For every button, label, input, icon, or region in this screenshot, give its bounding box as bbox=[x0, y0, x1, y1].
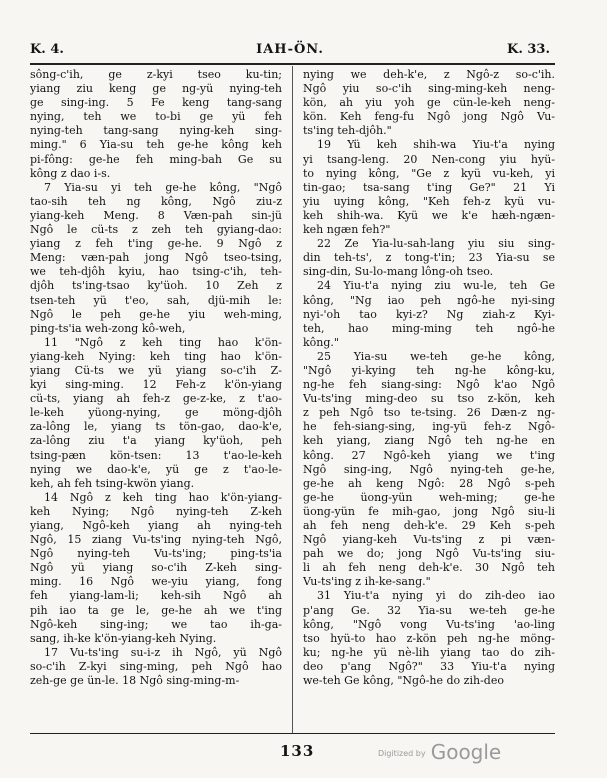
text-line: Vu-ts'ing z ih-ke-sang." bbox=[303, 575, 431, 589]
text-line: Ngô yü yiang so-c'ih Z-keh sing- bbox=[30, 561, 282, 575]
text-line: ge-he ah keng Ngô: 28 Ngô s-peh bbox=[303, 476, 555, 490]
text-line: le-keh yüong-nying, ge möng-djôh bbox=[30, 406, 282, 420]
text-line: Ngô-keh sing-ing; we tao ih-ga- bbox=[30, 617, 282, 631]
text-line: he feh-siang-sing, ing-yü feh-z Ngô- bbox=[303, 420, 555, 434]
text-line: tao-sih teh ng kông, Ngô ziu-z bbox=[30, 194, 282, 208]
text-line: nying, teh we to-bi ge yü feh bbox=[30, 110, 282, 124]
text-line: ge-he üong-yün weh-ming; ge-he bbox=[303, 490, 555, 504]
text-line: 17 Vu-ts'ing su-i-z ih Ngô, yü Ngô bbox=[44, 645, 282, 659]
text-line: din teh-ts', z tong-t'in; 23 Yia-su se bbox=[303, 251, 555, 265]
text-line: ts'ing teh-djôh." bbox=[303, 124, 392, 138]
text-line: ng-he feh siang-sing: Ngô k'ao Ngô bbox=[303, 378, 555, 392]
text-line: z peh Ngô tso te-tsing. 26 Dæn-z ng- bbox=[303, 406, 555, 420]
text-line: keh Nying; Ngô nying-teh Z-keh bbox=[30, 504, 282, 518]
text-line: kông, "Ng iao peh ngô-he nyi-sing bbox=[303, 293, 555, 307]
text-line: Ngô nying-teh Vu-ts'ing; ping-ts'ia bbox=[30, 547, 282, 561]
text-line: üong-yün fe mih-gao, jong Ngô siu-li bbox=[303, 504, 555, 518]
text-line: nying-teh tang-sang nying-keh sing- bbox=[30, 124, 282, 138]
text-line: za-lông ziu t'a yiang ky'üoh, peh bbox=[30, 434, 282, 448]
text-line: 11 "Ngô z keh ting hao k'ön- bbox=[44, 335, 282, 349]
text-line: 31 Yiu-t'a nying yi do zih-deo iao bbox=[317, 589, 555, 603]
page-footer bbox=[0, 738, 607, 768]
text-line: Ngô yiu so-c'ih sing-ming-keh neng- bbox=[303, 82, 555, 96]
text-line: pih iao ta ge le, ge-he ah we t'ing bbox=[30, 603, 282, 617]
digitized-watermark bbox=[378, 740, 501, 764]
text-line: 24 Yiu-t'a nying ziu wu-le, teh Ge bbox=[317, 279, 555, 293]
text-line: Ngô sing-ing, Ngô nying-teh ge-he, bbox=[303, 462, 555, 476]
text-line: "Ngô yi-kying teh ng-he kông-ku, bbox=[303, 363, 555, 377]
text-line: p'ang Ge. 32 Yia-su we-teh ge-he bbox=[303, 603, 555, 617]
text-line: we teh-djôh kyiu, hao tsing-c'ih, teh- bbox=[30, 265, 282, 279]
text-line: cü-ts, yiang ah feh-z ge-z-ke, z t'ao- bbox=[30, 392, 282, 406]
text-line: Ngô yiang-keh Vu-ts'ing z pi væn- bbox=[303, 533, 555, 547]
text-line: Ngô, 15 ziang Vu-ts'ing nying-teh Ngô, bbox=[30, 533, 282, 547]
text-line: nyi-'oh tao kyi-z? Ng ziah-z Kyi- bbox=[303, 307, 555, 321]
text-line: kông z dao i-s. bbox=[30, 166, 111, 180]
google-logo: Google bbox=[430, 740, 502, 764]
text-line: djôh ts'ing-tsao ky'üoh. 10 Zeh z bbox=[30, 279, 282, 293]
text-line: yiang-keh Meng. 8 Væn-pah sin-jü bbox=[30, 208, 282, 222]
text-line: tso hyü-to hao z-kön peh ng-he möng- bbox=[303, 631, 555, 645]
text-line: kön. Keh feng-fu Ngô jong Ngô Vu- bbox=[303, 110, 555, 124]
text-line: keh yiang, ziang Ngô teh ng-he en bbox=[303, 434, 555, 448]
running-header bbox=[30, 38, 550, 62]
text-line: Meng: væn-pah jong Ngô tseo-tsing, bbox=[30, 251, 282, 265]
text-line: ah feh neng deh-k'e. 29 Keh s-peh bbox=[303, 519, 555, 532]
text-line: yi tsang-leng. 20 Nen-cong yiu hyü- bbox=[303, 152, 555, 166]
text-line: yiang, Ngô-keh yiang ah nying-teh bbox=[30, 519, 282, 532]
text-line: yiang Cü-ts we yü yiang so-c'ih Z- bbox=[30, 363, 282, 377]
text-line: yiang z feh t'ing ge-he. 9 Ngô z bbox=[30, 237, 282, 251]
text-line: teh, hao ming-ming teh ngô-he bbox=[303, 321, 555, 335]
text-line: keh ngæn feh?" bbox=[303, 223, 391, 237]
column-divider bbox=[292, 66, 293, 733]
text-line: tin-gao; tsa-sang t'ing Ge?" 21 Yi bbox=[303, 180, 555, 194]
header-rule bbox=[30, 63, 555, 65]
left-text-column bbox=[30, 68, 282, 733]
text-line: ping-ts'ia weh-zong kô-weh, bbox=[30, 321, 186, 335]
text-line: deo p'ang Ngô?" 33 Yiu-t'a nying bbox=[303, 659, 555, 673]
text-line: Ngô le cü-ts z zeh teh gyiang-dao: bbox=[30, 223, 282, 237]
text-line: yiang-keh Nying: keh ting hao k'ön- bbox=[30, 349, 282, 363]
text-line: pi-fông: ge-he feh ming-bah Ge su bbox=[30, 152, 282, 166]
text-line: pah we do; jong Ngô Vu-ts'ing siu- bbox=[303, 547, 555, 561]
text-line: Ngô le peh ge-he yiu weh-ming, bbox=[30, 307, 282, 321]
text-line: 19 Yü keh shih-wa Yiu-t'a nying bbox=[317, 138, 555, 152]
text-line: zeh-ge ge ün-le. 18 Ngô sing-ming-m- bbox=[30, 674, 240, 688]
text-line: nying we dao-k'e, yü ge z t'ao-le- bbox=[30, 462, 282, 476]
text-line: 14 Ngô z keh ting hao k'ön-yiang- bbox=[44, 490, 282, 504]
text-line: keh, ah feh tsing-kwön yiang. bbox=[30, 476, 195, 490]
header-book-title: IAH-ÖN. bbox=[256, 42, 324, 57]
text-line: yiang ziu keng ge ng-yü nying-teh bbox=[30, 82, 282, 96]
text-line: ming." 6 Yia-su teh ge-he kông keh bbox=[30, 138, 282, 152]
text-line: keh shih-wa. Kyü we k'e hæh-ngæn- bbox=[303, 208, 555, 222]
text-line: yiu uying kông, "Keh feh-z kyü vu- bbox=[303, 194, 555, 208]
text-line: sang, ih-ke k'ön-yiang-keh Nying. bbox=[30, 631, 217, 645]
text-line: ge sing-ing. 5 Fe keng tang-sang bbox=[30, 96, 282, 110]
text-line: kyi sing-ming. 12 Feh-z k'ön-yiang bbox=[30, 378, 282, 392]
text-line: ku; ng-he yü nè-lih yiang tao do zih- bbox=[303, 645, 555, 659]
text-line: to nying kông, "Ge z kyü vu-keh, yi bbox=[303, 166, 555, 180]
header-chapter-right: K. 33. bbox=[507, 42, 550, 57]
watermark-prefix: Digitized by bbox=[378, 749, 426, 758]
text-line: kông." bbox=[303, 335, 339, 349]
text-line: kông, "Ngô vong Vu-ts'ing 'ao-ling bbox=[303, 617, 555, 631]
right-text-column bbox=[303, 68, 555, 733]
text-line: so-c'ih Z-kyi sing-ming, peh Ngô hao bbox=[30, 659, 282, 673]
text-line: Vu-ts'ing ming-deo su tso z-kön, keh bbox=[303, 392, 555, 406]
text-line: 22 Ze Yia-lu-sah-lang yiu siu sing- bbox=[317, 237, 555, 251]
page-number: 133 bbox=[280, 742, 315, 760]
text-line: sông-c'ih, ge z-kyi tseo ku-tin; bbox=[30, 68, 282, 81]
text-line: ming. 16 Ngô we-yiu yiang, fong bbox=[30, 575, 282, 589]
text-line: 7 Yia-su yi teh ge-he kông, "Ngô bbox=[44, 180, 282, 194]
text-line: sing-din, Su-lo-mang lông-oh tseo. bbox=[303, 265, 494, 279]
text-line: nying we deh-k'e, z Ngô-z so-c'ih. bbox=[303, 68, 555, 81]
text-line: tsing-pæn kön-tsen: 13 t'ao-le-keh bbox=[30, 448, 282, 462]
header-chapter-left: K. 4. bbox=[30, 42, 64, 57]
text-line: we-teh Ge kông, "Ngô-he do zih-deo bbox=[303, 674, 504, 688]
text-line: kön, ah yiu yoh ge cün-le-keh neng- bbox=[303, 96, 555, 110]
text-line: feh yiang-lam-li; keh-sih Ngô ah bbox=[30, 589, 282, 603]
text-line: kông. 27 Ngô-keh yiang we t'ing bbox=[303, 448, 555, 462]
text-line: za-lông le, yiang ts tön-gao, dao-k'e, bbox=[30, 420, 282, 434]
footer-rule bbox=[30, 733, 555, 734]
text-line: li ah feh neng deh-k'e. 30 Ngô teh bbox=[303, 561, 555, 575]
text-line: 25 Yia-su we-teh ge-he kông, bbox=[317, 349, 555, 363]
text-line: tsen-teh yü t'eo, sah, djü-mih le: bbox=[30, 293, 282, 307]
